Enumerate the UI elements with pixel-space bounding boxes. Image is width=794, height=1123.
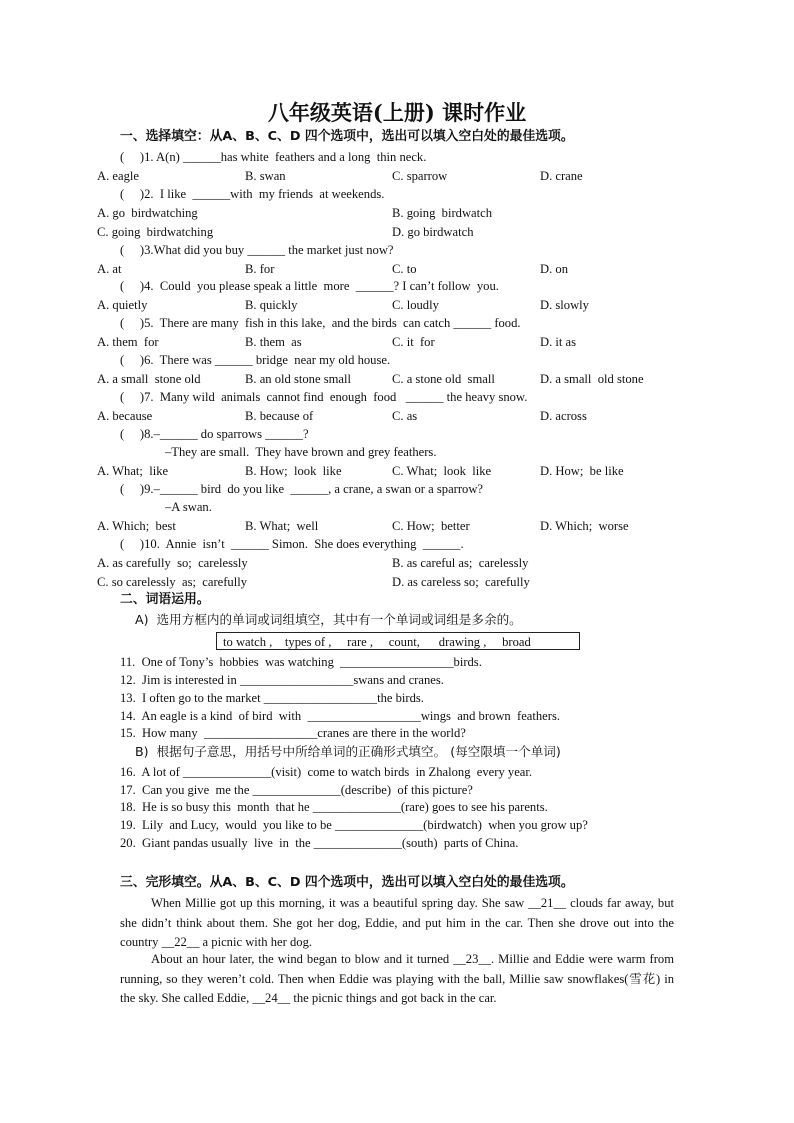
q9-option-a: A. Which; best xyxy=(97,519,176,533)
q3-option-d: D. on xyxy=(540,262,568,276)
q8-option-c: C. What; look like xyxy=(392,464,492,478)
q2-option-a: A. go birdwatching xyxy=(97,206,198,220)
item-20: 20. Giant pandas usually live in the ______________(south) parts of China. xyxy=(120,836,519,850)
q9-response: –A swan. xyxy=(165,500,212,514)
q4-option-a: A. quietly xyxy=(97,298,148,312)
section2-part-a-instruction: A) 选用方框内的单词或词组填空，其中有一个单词或词组是多余的。 xyxy=(135,612,522,627)
q9-stem: ( )9.–______ bird do you like ______, a crane, a swan or a sparrow? xyxy=(120,482,484,496)
item-18: 18. He is so busy this month that he ______________(rare) goes to see his parents. xyxy=(120,800,548,814)
q7-stem: ( )7. Many wild animals cannot find enough food ______ the heavy snow. xyxy=(120,390,528,404)
q8-response: –They are small. They have brown and grey feathers. xyxy=(165,445,437,459)
item-15: 15. How many __________________cranes are there in the world? xyxy=(120,726,466,740)
q5-option-d: D. it as xyxy=(540,335,577,349)
q5-option-a: A. them for xyxy=(97,335,159,349)
q7-option-c: C. as xyxy=(392,409,418,423)
q1-option-b: B. swan xyxy=(245,169,286,183)
q7-option-a: A. because xyxy=(97,409,153,423)
item-11: 11. One of Tony’s hobbies was watching __________________birds. xyxy=(120,655,482,669)
q10-option-c: C. so carelessly as; carefully xyxy=(97,575,248,589)
section1-heading: 一、选择填空：从A、B、C、D 四个选项中，选出可以填入空白处的最佳选项。 xyxy=(120,129,574,144)
q6-option-a: A. a small stone old xyxy=(97,372,201,386)
page-title: 八年级英语(上册) 课时作业 xyxy=(267,100,527,125)
q10-option-b: B. as careful as; carelessly xyxy=(392,556,529,570)
q5-option-c: C. it for xyxy=(392,335,435,349)
item-14: 14. An eagle is a kind of bird with __________________wings and brown feathers. xyxy=(120,709,561,723)
item-17: 17. Can you give me the ______________(describe) of this picture? xyxy=(120,783,473,797)
q5-option-b: B. them as xyxy=(245,335,302,349)
q8-option-d: D. How; be like xyxy=(540,464,624,478)
q6-option-c: C. a stone old small xyxy=(392,372,495,386)
q10-option-d: D. as careless so; carefully xyxy=(392,575,530,589)
q1-option-d: D. crane xyxy=(540,169,583,183)
q4-option-d: D. slowly xyxy=(540,298,589,312)
q3-option-a: A. at xyxy=(97,262,122,276)
q8-option-a: A. What; like xyxy=(97,464,169,478)
q8-option-b: B. How; look like xyxy=(245,464,342,478)
cloze-paragraph-2: About an hour later, the wind began to blow and it turned __23__. Millie and Eddie were warm from running, so they weren’t cold. Then when Eddie was playing with the ball, Millie saw snowflakes(雪花) in the sky. She called Eddie, __24__ the picnic things and got back in the car. xyxy=(120,952,674,1005)
q9-option-d: D. Which; worse xyxy=(540,519,629,533)
q6-option-d: D. a small old stone xyxy=(540,372,644,386)
q2-option-c: C. going birdwatching xyxy=(97,225,214,239)
item-12: 12. Jim is interested in __________________swans and cranes. xyxy=(120,673,444,687)
q1-stem: ( )1. A(n) ______has white feathers and a long thin neck. xyxy=(120,150,427,164)
q3-option-b: B. for xyxy=(245,262,275,276)
section2-heading: 二、词语运用。 xyxy=(120,592,210,607)
q10-stem: ( )10. Annie isn’t ______ Simon. She does everything ______. xyxy=(120,537,464,551)
q2-stem: ( )2. I like ______with my friends at weekends. xyxy=(120,187,385,201)
q8-stem: ( )8.–______ do sparrows ______? xyxy=(120,427,309,441)
q9-option-c: C. How; better xyxy=(392,519,470,533)
q2-option-d: D. go birdwatch xyxy=(392,225,474,239)
q4-stem: ( )4. Could you please speak a little more ______? I can’t follow you. xyxy=(120,279,499,293)
q2-option-b: B. going birdwatch xyxy=(392,206,493,220)
word-bank-box: to watch , types of , rare , count, drawing , broad xyxy=(216,632,580,650)
q5-stem: ( )5. There are many fish in this lake, and the birds can catch ______ food. xyxy=(120,316,521,330)
q10-option-a: A. as carefully so; carelessly xyxy=(97,556,248,570)
q6-stem: ( )6. There was ______ bridge near my old house. xyxy=(120,353,391,367)
q4-option-c: C. loudly xyxy=(392,298,439,312)
q3-stem: ( )3.What did you buy ______ the market just now? xyxy=(120,243,394,257)
q4-option-b: B. quickly xyxy=(245,298,298,312)
section3-heading: 三、完形填空。从A、B、C、D 四个选项中，选出可以填入空白处的最佳选项。 xyxy=(120,875,574,890)
q1-option-a: A. eagle xyxy=(97,169,139,183)
q6-option-b: B. an old stone small xyxy=(245,372,351,386)
q7-option-d: D. across xyxy=(540,409,587,423)
q9-option-b: B. What; well xyxy=(245,519,319,533)
item-16: 16. A lot of ______________(visit) come to watch birds in Zhalong every year. xyxy=(120,765,533,779)
q3-option-c: C. to xyxy=(392,262,417,276)
q7-option-b: B. because of xyxy=(245,409,314,423)
section2-part-b-instruction: B) 根据句子意思，用括号中所给单词的正确形式填空。 (每空限填一个单词) xyxy=(135,744,561,759)
q1-option-c: C. sparrow xyxy=(392,169,448,183)
cloze-paragraph-1: When Millie got up this morning, it was a beautiful spring day. She saw __21__ clouds far away, but she didn’t think about them. She got her dog, Eddie, and put him in the car. Then she drove out into the country __22__ a picnic with her dog. xyxy=(120,896,674,949)
item-19: 19. Lily and Lucy, would you like to be ______________(birdwatch) when you grow up? xyxy=(120,818,588,832)
item-13: 13. I often go to the market __________________the birds. xyxy=(120,691,424,705)
